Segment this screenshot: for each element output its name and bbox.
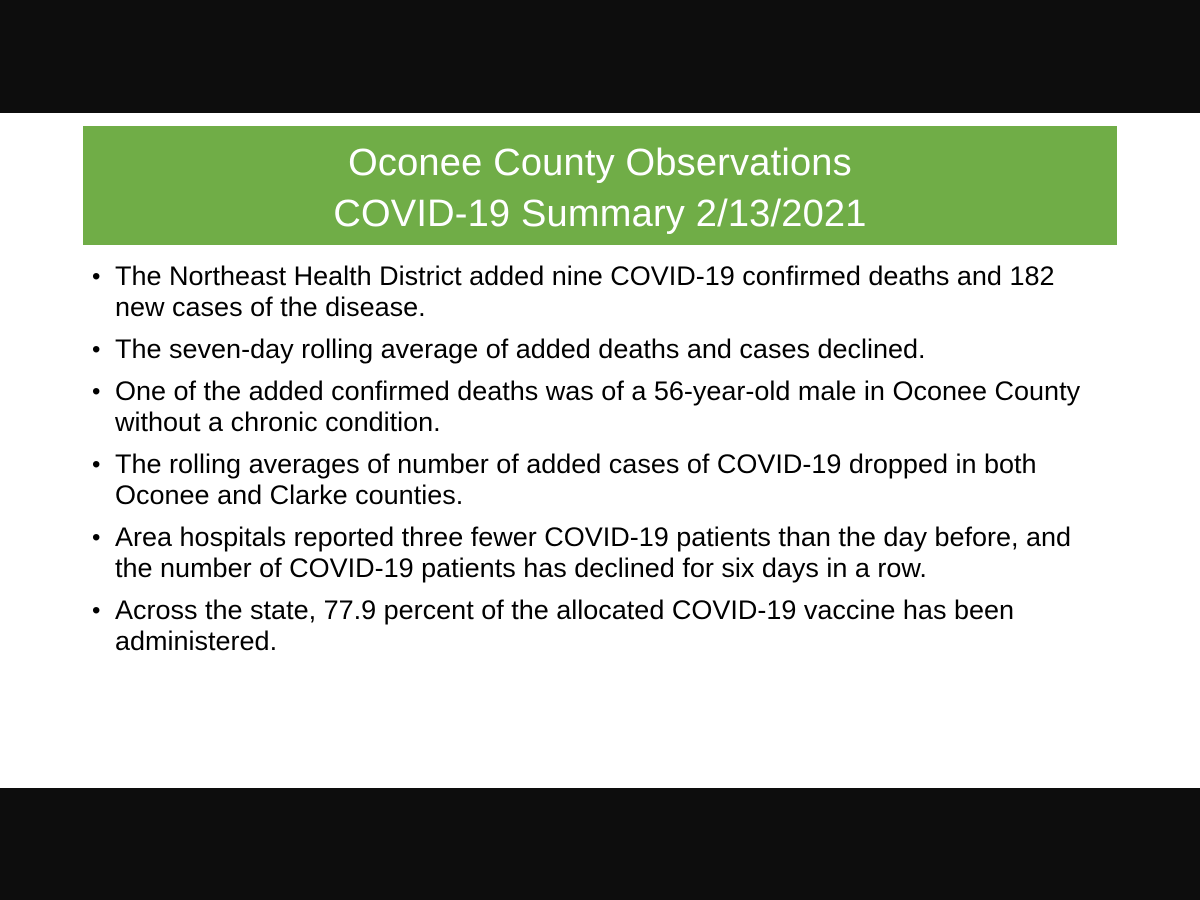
bullet-icon: • [92, 524, 101, 551]
list-item [88, 595, 1098, 657]
bullet-text: Area hospitals reported three fewer COVID-19 patients than the day before, and the number of COVID-19 patients has declined for six days in a row. [115, 522, 1072, 583]
bullet-text: The Northeast Health District added nine COVID-19 confirmed deaths and 182 new cases of the disease. [115, 261, 1055, 322]
bullet-text: One of the added confirmed deaths was of a 56-year-old male in Oconee County without a chronic condition. [115, 376, 1081, 437]
bullet-icon: • [92, 263, 101, 290]
list-item [88, 449, 1098, 511]
bullet-icon: • [92, 597, 101, 624]
bullet-icon: • [92, 451, 101, 478]
slide-subtitle: COVID-19 Summary 2/13/2021 [333, 193, 867, 235]
slide-title: Oconee County Observations [348, 142, 852, 184]
slide [0, 113, 1200, 788]
bullet-text: The seven-day rolling average of added deaths and cases declined. [115, 334, 926, 364]
bullet-icon: • [92, 378, 101, 405]
list-item [88, 261, 1098, 323]
bullet-text: Across the state, 77.9 percent of the allocated COVID-19 vaccine has been administered. [115, 595, 1015, 656]
list-item [88, 522, 1098, 584]
bullet-icon: • [92, 336, 101, 363]
list-item [88, 334, 1098, 365]
bullet-list [88, 261, 1098, 668]
list-item [88, 376, 1098, 438]
bullet-text: The rolling averages of number of added cases of COVID-19 dropped in both Oconee and Clarke counties. [115, 449, 1037, 510]
title-banner [83, 126, 1117, 245]
